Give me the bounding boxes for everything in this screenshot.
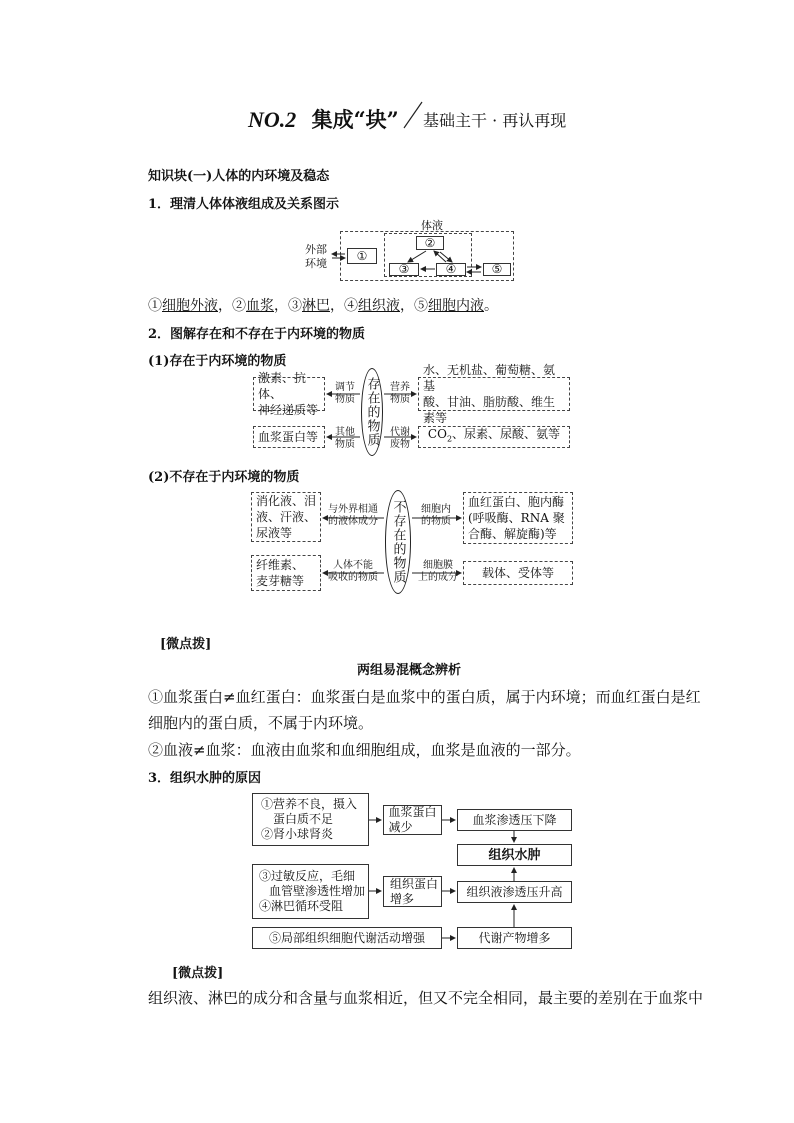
tip1-para2: ②血液≠血浆：血液由血浆和血细胞组成，血浆是血液的一部分。 bbox=[148, 741, 581, 759]
tip1-title: 两组易混概念辨析 bbox=[357, 663, 462, 678]
block-heading: 知识块(一)人体的内环境及稳态 bbox=[148, 169, 330, 184]
metabolites-increase-box: 代谢产物增多 bbox=[457, 927, 572, 949]
hemoglobin-line-1: 血红蛋白、胞内酶 bbox=[468, 495, 565, 509]
label-waste-2: 废物 bbox=[390, 439, 410, 450]
protein-dec-line-2: 减少 bbox=[388, 820, 413, 834]
answer-sep-4: ，⑤ bbox=[400, 298, 428, 314]
item2-heading: 2．图解存在和不存在于内环境的物质 bbox=[148, 327, 366, 342]
tip2-para1: 组织液、淋巴的成分和含量与血浆相近，但又不完全相同，最主要的差别在于血浆中 bbox=[148, 989, 704, 1007]
label-external-2: 的液体成分 bbox=[328, 516, 378, 527]
sub1-heading: (1)存在于内环境的物质 bbox=[148, 354, 287, 369]
node-5: ⑤ bbox=[483, 263, 511, 276]
answer-2: 血浆 bbox=[246, 298, 274, 314]
section-subtitle-text: 基础主干 · 再认再现 bbox=[423, 111, 567, 130]
answer-num-1: ① bbox=[148, 298, 162, 314]
answer-end: 。 bbox=[484, 298, 498, 314]
answer-4: 组织液 bbox=[358, 298, 400, 314]
answer-1: 细胞外液 bbox=[162, 298, 218, 314]
protein-dec-line-1: 血浆蛋白 bbox=[388, 805, 437, 819]
label-intracellular-1: 细胞内 bbox=[421, 504, 451, 515]
outside-env-label-1: 外部 bbox=[305, 243, 327, 256]
cause1-line-3: ②肾小球肾炎 bbox=[261, 827, 334, 841]
node-3: ③ bbox=[389, 263, 419, 276]
hormones-line-1: 激素、抗体、 bbox=[258, 371, 307, 401]
label-waste-1: 代谢 bbox=[390, 427, 410, 438]
label-regulator-1: 调节 bbox=[335, 382, 355, 393]
plasma-osmotic-decrease-box: 血浆渗透压下降 bbox=[457, 809, 572, 831]
waste-co-sub: 2 bbox=[446, 434, 453, 444]
tip1-para1-line1: ①血浆蛋白≠血红蛋白：血浆蛋白是血浆中的蛋白质，属于内环境；而血红蛋白是红 bbox=[148, 688, 701, 706]
label-nonabsorb-2: 吸收的物质 bbox=[328, 572, 378, 583]
secretions-line-3: 尿液等 bbox=[256, 526, 293, 540]
label-membrane-1: 细胞膜 bbox=[423, 560, 453, 571]
secretions-line-1: 消化液、泪 bbox=[256, 494, 317, 508]
answer-3: 淋巴 bbox=[302, 298, 330, 314]
secretions-line-2: 液、汗液、 bbox=[256, 510, 317, 524]
waste-co: CO bbox=[427, 427, 447, 442]
protein-inc-line-1: 组织蛋白 bbox=[390, 876, 439, 891]
cause-box-3: ⑤局部组织细胞代谢活动增强 bbox=[252, 927, 442, 949]
label-other-1: 其他 bbox=[335, 427, 355, 438]
tip2-label: [微点拨] bbox=[172, 966, 224, 981]
tip1-para1-line2: 细胞内的蛋白质，不属于内环境。 bbox=[148, 714, 374, 732]
answer-sep-3: ，④ bbox=[330, 298, 358, 314]
label-external-1: 与外界相通 bbox=[328, 504, 378, 515]
cause2-line-3: ④淋巴循环受阻 bbox=[259, 899, 344, 913]
section-title-main: 集成“块” bbox=[311, 107, 399, 132]
plasma-protein-text: 血浆蛋白等 bbox=[258, 430, 319, 444]
sub2-heading: (2)不存在于内环境的物质 bbox=[148, 470, 300, 485]
cause2-line-1: ③过敏反应，毛细 bbox=[259, 869, 356, 883]
section-number: NO.2 bbox=[248, 107, 297, 132]
cause1-line-2: 蛋白质不足 bbox=[273, 812, 334, 826]
protein-inc-line-2: 增多 bbox=[390, 891, 415, 906]
answer-sep-1: ，② bbox=[218, 298, 246, 314]
hemoglobin-line-3: 合酶、解旋酶)等 bbox=[468, 527, 557, 541]
diagram1-title: 体液 bbox=[421, 219, 443, 232]
label-nutrient-2: 物质 bbox=[390, 394, 410, 405]
receptor-text: 载体、受体等 bbox=[481, 566, 554, 580]
node-1: ① bbox=[347, 248, 377, 264]
nutrients-line-1: 水、无机盐、葡萄糖、氨基 bbox=[423, 363, 556, 393]
present-oval-text: 存在的物质 bbox=[364, 377, 380, 447]
label-membrane-2: 上的成分 bbox=[418, 572, 458, 583]
waste-rest: 、尿素、尿酸、氨等 bbox=[452, 427, 561, 442]
node-4: ④ bbox=[436, 263, 466, 276]
hormones-line-2: 神经递质等 bbox=[258, 403, 319, 417]
hemoglobin-line-2: (呼吸酶、RNA 聚 bbox=[468, 511, 565, 525]
node-2: ② bbox=[416, 236, 444, 250]
item3-heading: 3．组织水肿的原因 bbox=[148, 771, 262, 786]
cause2-line-2: 血管壁渗透性增加 bbox=[269, 884, 366, 898]
outside-env-label-2: 环境 bbox=[305, 257, 327, 270]
label-nutrient-1: 营养 bbox=[390, 382, 410, 393]
answer-sep-2: ，③ bbox=[274, 298, 302, 314]
tip1-label: [微点拨] bbox=[160, 637, 212, 652]
nutrients-line-2: 酸、甘油、脂肪酸、维生素等 bbox=[423, 395, 556, 425]
label-intracellular-2: 的物质 bbox=[421, 516, 451, 527]
cellulose-line-1: 纤维素、 bbox=[256, 558, 305, 572]
item1-heading: 1．理清人体体液组成及关系图示 bbox=[148, 197, 340, 212]
absent-oval-text: 不存在的物质 bbox=[390, 500, 406, 584]
answer-5: 细胞内液 bbox=[428, 298, 484, 314]
label-nonabsorb-1: 人体不能 bbox=[333, 560, 373, 571]
cause1-line-1: ①营养不良，摄入 bbox=[261, 797, 358, 811]
tissue-edema-box: 组织水肿 bbox=[457, 844, 572, 866]
label-regulator-2: 物质 bbox=[335, 394, 355, 405]
label-other-2: 物质 bbox=[335, 439, 355, 450]
tissue-osmotic-increase-box: 组织液渗透压升高 bbox=[457, 881, 572, 903]
cellulose-line-2: 麦芽糖等 bbox=[256, 574, 305, 588]
